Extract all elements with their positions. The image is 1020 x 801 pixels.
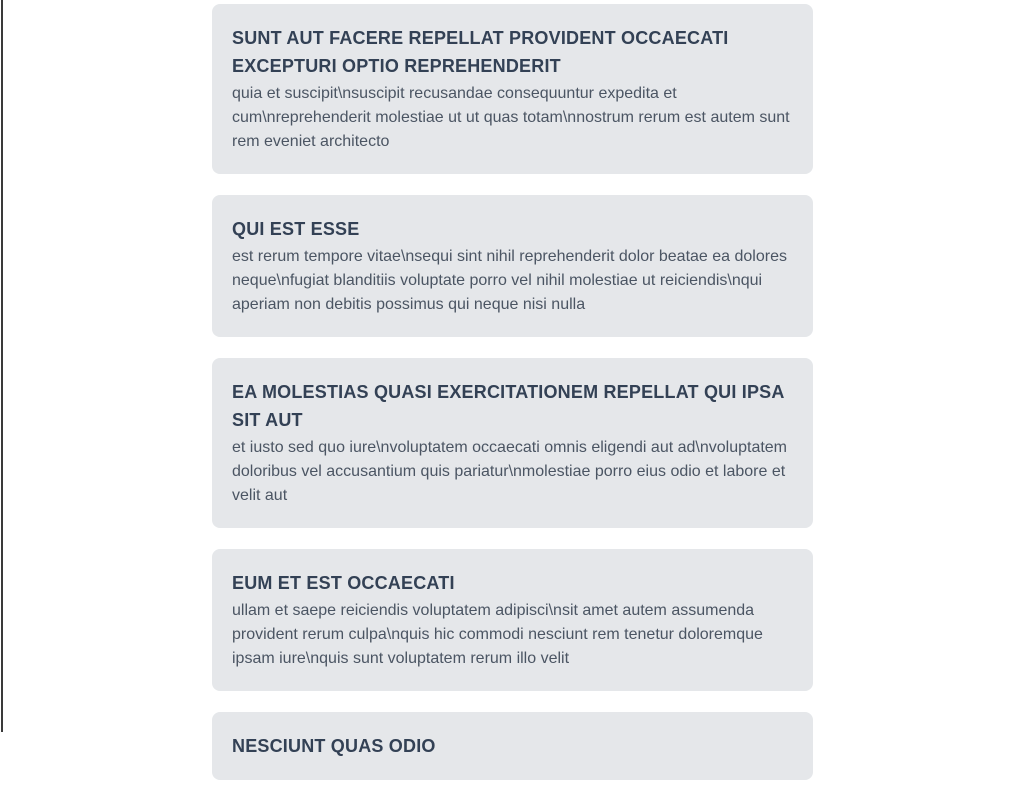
post-body: quia et suscipit\nsuscipit recusandae consequuntur expedita et cum\nreprehenderit molestiae ut ut quas totam\nnostrum rerum est autem sunt rem eveniet architecto bbox=[232, 85, 790, 150]
post-card bbox=[212, 4, 813, 174]
post-card bbox=[212, 712, 813, 780]
post-card bbox=[212, 195, 813, 337]
post-title: EA MOLESTIAS QUASI EXERCITATIONEM REPELLAT QUI IPSA SIT AUT bbox=[232, 382, 784, 430]
post-body: ullam et saepe reiciendis voluptatem adipisci\nsit amet autem assumenda provident rerum culpa\nquis hic commodi nesciunt rem tenetur doloremque ipsam iure\nquis sunt voluptatem rerum illo velit bbox=[232, 602, 763, 667]
post-card bbox=[212, 358, 813, 528]
post-title: SUNT AUT FACERE REPELLAT PROVIDENT OCCAECATI EXCEPTURI OPTIO REPREHENDERIT bbox=[232, 28, 729, 76]
post-title: EUM ET EST OCCAECATI bbox=[232, 573, 455, 593]
post-list bbox=[212, 4, 813, 801]
post-card bbox=[212, 549, 813, 691]
window-left-border bbox=[1, 0, 3, 732]
post-body: et iusto sed quo iure\nvoluptatem occaecati omnis eligendi aut ad\nvoluptatem doloribus vel accusantium quis pariatur\nmolestiae porro eius odio et labore et velit aut bbox=[232, 439, 788, 504]
post-title: NESCIUNT QUAS ODIO bbox=[232, 736, 436, 756]
post-body: est rerum tempore vitae\nsequi sint nihil reprehenderit dolor beatae ea dolores neque\nfugiat blanditiis voluptate porro vel nihil molestiae ut reiciendis\nqui aperiam non debitis possimus qui neque nisi nulla bbox=[232, 248, 787, 313]
post-title: QUI EST ESSE bbox=[232, 219, 360, 239]
